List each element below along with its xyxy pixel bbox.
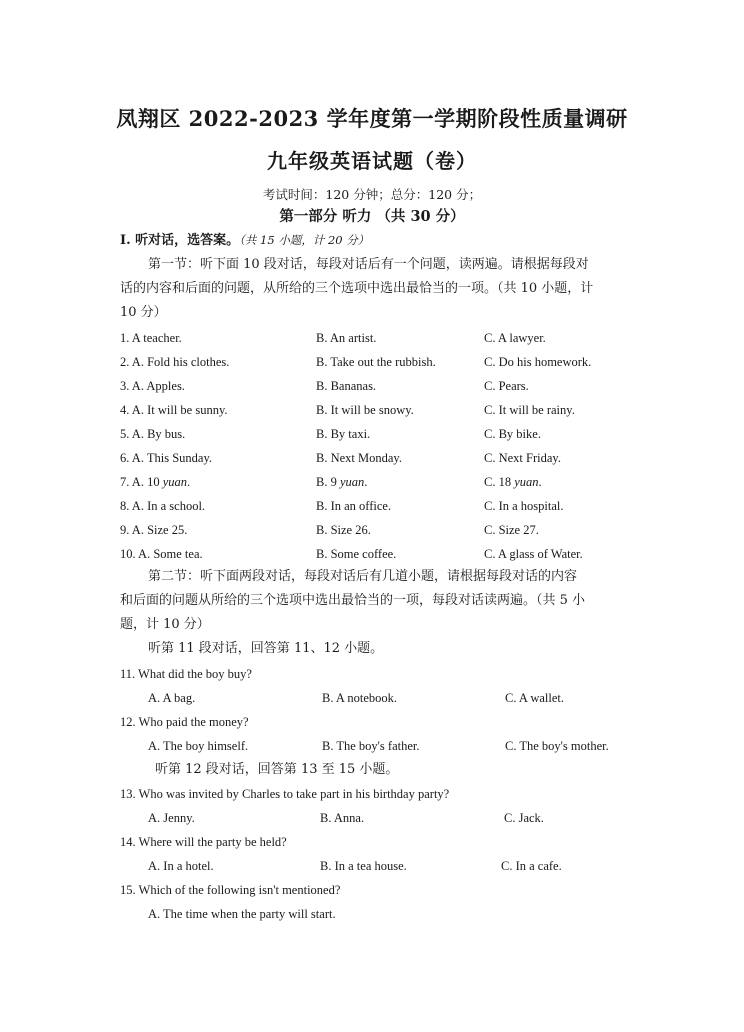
question-12: 12. Who paid the money?	[120, 715, 249, 729]
section2-intro-line-2: 和后面的问题从所给的三个选项中选出最恰当的一项，每段对话读两遍。（共 5 小	[120, 593, 586, 608]
q13-option-b: B. Anna.	[320, 811, 365, 825]
q11-option-b: B. A notebook.	[322, 691, 398, 705]
item-3-option-b: B. Bananas.	[316, 379, 377, 393]
q14-option-a: A. In a hotel.	[148, 859, 214, 873]
item-6-option-b: B. Next Monday.	[316, 451, 402, 465]
item-2-option-b: B. Take out the rubbish.	[316, 355, 436, 369]
item-8-option-c: C. In a hospital.	[484, 499, 564, 513]
item-4-option-b: B. It will be snowy.	[316, 403, 414, 417]
q12-option-c: C. The boy's mother.	[505, 739, 609, 753]
section1-intro-line-2: 话的内容和后面的问题，从所给的三个选项中选出最恰当的一项。（共 10 小题，计	[120, 281, 594, 296]
item-7-option-b: B. 9 yuan.	[316, 475, 368, 489]
item-4-option-a: 4. A. It will be sunny.	[120, 403, 228, 417]
item-9-option-c: C. Size 27.	[484, 523, 539, 537]
item-10-option-b: B. Some coffee.	[316, 547, 397, 561]
item-10-option-a: 10. A. Some tea.	[120, 547, 203, 561]
listen-instruction-1: 听第 11 段对话，回答第 11、12 小题。	[148, 641, 384, 656]
section1-heading	[120, 230, 369, 251]
section1-heading-text: I. 听对话，选答案。	[120, 233, 240, 248]
listen-instruction-2: 听第 12 段对话，回答第 13 至 15 小题。	[155, 762, 399, 777]
section2-intro-line-1: 第二节：听下面两段对话，每段对话后有几道小题，请根据每段对话的内容	[148, 569, 578, 584]
item-8-option-a: 8. A. In a school.	[120, 499, 206, 513]
exam-title: 凤翔区 2022-2023 学年度第一学期阶段性质量调研	[116, 106, 628, 131]
exam-subtitle: 九年级英语试题（卷）	[267, 149, 477, 173]
q14-option-b: B. In a tea house.	[320, 859, 407, 873]
item-2-option-a: 2. A. Fold his clothes.	[120, 355, 230, 369]
exam-meta: 考试时间：120 分钟；总分：120 分；	[262, 187, 482, 202]
item-5-option-b: B. By taxi.	[316, 427, 371, 441]
q12-option-b: B. The boy's father.	[322, 739, 420, 753]
section2-intro-line-3: 题，计 10 分）	[120, 617, 210, 632]
item-9-option-a: 9. A. Size 25.	[120, 523, 188, 537]
item-1-option-a: 1. A teacher.	[120, 331, 182, 345]
part-heading: 第一部分 听力 （共 30 分）	[279, 208, 465, 225]
item-10-option-c: C. A glass of Water.	[484, 547, 583, 561]
item-6-option-a: 6. A. This Sunday.	[120, 451, 213, 465]
q14-option-c: C. In a cafe.	[501, 859, 562, 873]
question-13: 13. Who was invited by Charles to take part in his birthday party?	[120, 787, 450, 801]
item-3-option-a: 3. A. Apples.	[120, 379, 185, 393]
item-5-option-a: 5. A. By bus.	[120, 427, 186, 441]
item-1-option-b: B. An artist.	[316, 331, 377, 345]
section1-heading-note: （共 15 小题，计 20 分）	[239, 233, 370, 247]
item-8-option-b: B. In an office.	[316, 499, 392, 513]
item-7-option-c: C. 18 yuan.	[484, 475, 542, 489]
item-7-option-a: 7. A. 10 yuan.	[120, 475, 191, 489]
item-1-option-c: C. A lawyer.	[484, 331, 546, 345]
question-14: 14. Where will the party be held?	[120, 835, 287, 849]
q12-option-a: A. The boy himself.	[148, 739, 249, 753]
item-6-option-c: C. Next Friday.	[484, 451, 561, 465]
section1-intro-line-1: 第一节：听下面 10 段对话，每段对话后有一个问题，读两遍。请根据每段对	[148, 257, 589, 272]
question-15: 15. Which of the following isn't mentioned?	[120, 883, 341, 897]
q11-option-c: C. A wallet.	[505, 691, 565, 705]
item-5-option-c: C. By bike.	[484, 427, 541, 441]
item-2-option-c: C. Do his homework.	[484, 355, 592, 369]
section1-intro-line-3: 10 分）	[120, 305, 167, 320]
item-3-option-c: C. Pears.	[484, 379, 529, 393]
q11-option-a: A. A bag.	[148, 691, 196, 705]
q13-option-a: A. Jenny.	[148, 811, 195, 825]
q15-option-a: A. The time when the party will start.	[148, 907, 336, 921]
question-11: 11. What did the boy buy?	[120, 667, 252, 681]
item-4-option-c: C. It will be rainy.	[484, 403, 575, 417]
q13-option-c: C. Jack.	[504, 811, 544, 825]
item-9-option-b: B. Size 26.	[316, 523, 371, 537]
